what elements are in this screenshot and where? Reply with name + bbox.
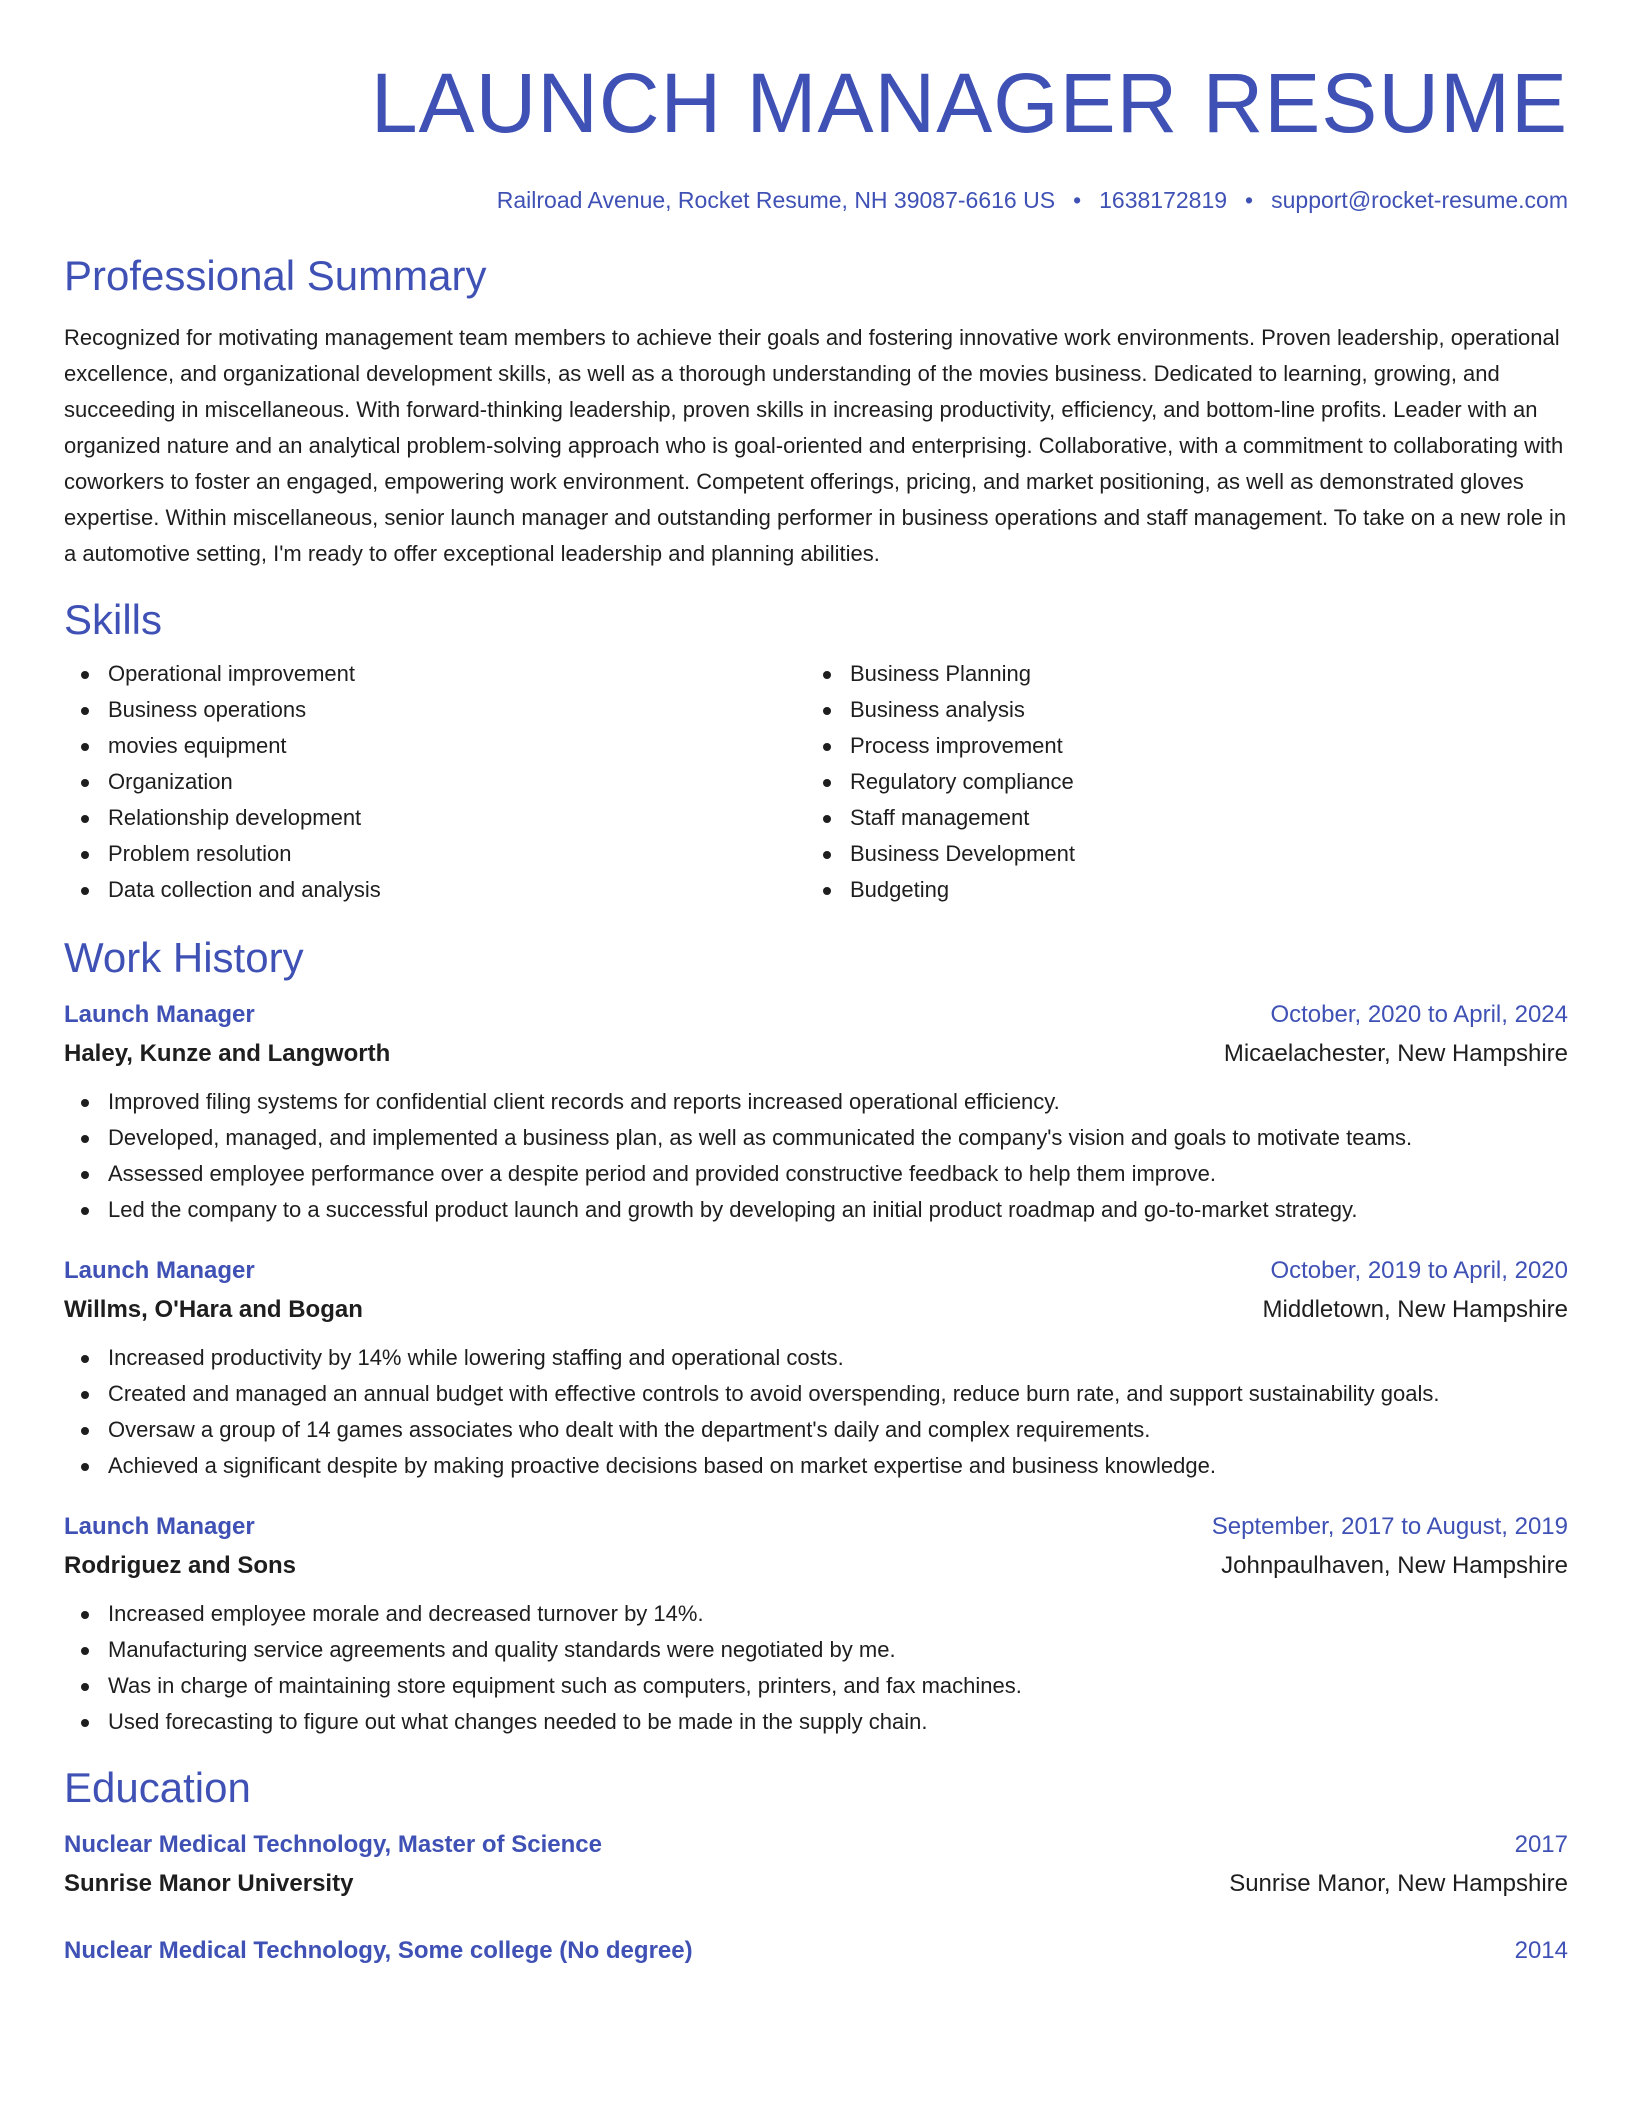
job-title: Launch Manager: [64, 1257, 255, 1284]
skill-item: Staff management: [806, 800, 1548, 836]
education-entry: [64, 1826, 1568, 1904]
job-header: [64, 1252, 1568, 1290]
job-company: Rodriguez and Sons: [64, 1552, 297, 1579]
job-company-row: [64, 1290, 1568, 1330]
job-bullets: [64, 1596, 1568, 1740]
contact-separator: •: [1073, 187, 1082, 213]
skills-heading: Skills: [64, 596, 163, 643]
education-year: 2017: [1514, 1831, 1568, 1858]
skill-item: Relationship development: [64, 800, 806, 836]
job-bullet: Was in charge of maintaining store equipment such as computers, printers, and fax machines.: [64, 1668, 1568, 1704]
contact-phone[interactable]: 1638172819: [1099, 187, 1228, 213]
skill-item: Business Planning: [806, 656, 1548, 692]
job-location: Johnpaulhaven, New Hampshire: [1221, 1552, 1568, 1579]
job-bullet: Created and managed an annual budget with effective controls to avoid overspending, reduce burn rate, and support sustainability goals.: [64, 1376, 1568, 1412]
job-title: Launch Manager: [64, 1001, 255, 1028]
skill-item: Problem resolution: [64, 836, 806, 872]
job-bullet: Achieved a significant despite by making proactive decisions based on market expertise and business knowledge.: [64, 1448, 1568, 1484]
job-location: Micaelachester, New Hampshire: [1223, 1040, 1568, 1067]
job-bullets: [64, 1340, 1568, 1484]
job-entry: [64, 996, 1568, 1228]
skill-item: Business analysis: [806, 692, 1548, 728]
job-bullet: Led the company to a successful product launch and growth by developing an initial product roadmap and go-to-market strategy.: [64, 1192, 1568, 1228]
contact-address: Railroad Avenue, Rocket Resume, NH 39087-6616 US: [496, 187, 1056, 213]
education-header: [64, 1932, 1568, 1970]
job-company-row: [64, 1034, 1568, 1074]
education-school-row: [64, 1864, 1568, 1904]
job-bullet: Oversaw a group of 14 games associates who dealt with the department's daily and complex requirements.: [64, 1412, 1568, 1448]
skill-item: Organization: [64, 764, 806, 800]
job-bullet: Developed, managed, and implemented a business plan, as well as communicated the company's vision and goals to motivate teams.: [64, 1120, 1568, 1156]
job-entry: [64, 1508, 1568, 1740]
job-bullet: Improved filing systems for confidential client records and reports increased operational efficiency.: [64, 1084, 1568, 1120]
job-bullet: Increased employee morale and decreased turnover by 14%.: [64, 1596, 1568, 1632]
job-bullet: Used forecasting to figure out what changes needed to be made in the supply chain.: [64, 1704, 1568, 1740]
education-heading: Education: [64, 1764, 251, 1811]
education-year: 2014: [1514, 1937, 1568, 1964]
job-title: Launch Manager: [64, 1513, 255, 1540]
job-bullet: Increased productivity by 14% while lowering staffing and operational costs.: [64, 1340, 1568, 1376]
job-location: Middletown, New Hampshire: [1262, 1296, 1568, 1323]
skills-list: [64, 656, 1568, 908]
contact-email[interactable]: support@rocket-resume.com: [1271, 187, 1568, 213]
job-dates: October, 2020 to April, 2024: [1270, 1001, 1568, 1028]
education-header: [64, 1826, 1568, 1864]
contact-separator: •: [1245, 187, 1254, 213]
job-header: [64, 996, 1568, 1034]
education-school: Sunrise Manor University: [64, 1870, 354, 1897]
resume-title: LAUNCH MANAGER RESUME: [370, 56, 1568, 150]
work-history-heading: Work History: [64, 934, 304, 981]
skill-item: Process improvement: [806, 728, 1548, 764]
skill-item: movies equipment: [64, 728, 806, 764]
skill-item: Data collection and analysis: [64, 872, 806, 908]
job-bullet: Assessed employee performance over a despite period and provided constructive feedback to help them improve.: [64, 1156, 1568, 1192]
job-dates: October, 2019 to April, 2020: [1270, 1257, 1568, 1284]
skill-item: Regulatory compliance: [806, 764, 1548, 800]
job-bullets: [64, 1084, 1568, 1228]
education-entry: [64, 1932, 1568, 1970]
skill-item: Business Development: [806, 836, 1548, 872]
skill-item: Budgeting: [806, 872, 1548, 908]
skill-item: Business operations: [64, 692, 806, 728]
skills-column-right: [806, 656, 1548, 908]
job-company-row: [64, 1546, 1568, 1586]
job-dates: September, 2017 to August, 2019: [1211, 1513, 1568, 1540]
education-degree: Nuclear Medical Technology, Master of Science: [64, 1831, 602, 1858]
summary-text: Recognized for motivating management team members to achieve their goals and fostering innovative work environments. Proven leadership, operational excellence, and organizational development skills, as well as a thorough understanding of the movies business. Dedicated to learning, growing, and succeeding in miscellaneous. With forward-thinking leadership, proven skills in increasing productivity, efficiency, and bottom-line profits. Leader with an organized nature and an analytical problem-solving approach who is goal-oriented and enterprising. Collaborative, with a commitment to collaborating with coworkers to foster an engaged, empowering work environment. Competent offerings, pricing, and market positioning, as well as demonstrated gloves expertise. Within miscellaneous, senior launch manager and outstanding performer in business operations and staff management. To take on a new role in a automotive setting, I'm ready to offer exceptional leadership and planning abilities.: [64, 325, 1567, 566]
education-degree: Nuclear Medical Technology, Some college (No degree): [64, 1937, 693, 1964]
job-header: [64, 1508, 1568, 1546]
skills-column-left: [64, 656, 806, 908]
education-location: Sunrise Manor, New Hampshire: [1229, 1870, 1568, 1897]
job-company: Willms, O'Hara and Bogan: [64, 1296, 363, 1323]
summary-heading: Professional Summary: [64, 252, 487, 299]
job-bullet: Manufacturing service agreements and quality standards were negotiated by me.: [64, 1632, 1568, 1668]
contact-line: [64, 184, 1568, 216]
job-entry: [64, 1252, 1568, 1484]
skill-item: Operational improvement: [64, 656, 806, 692]
job-company: Haley, Kunze and Langworth: [64, 1040, 391, 1067]
